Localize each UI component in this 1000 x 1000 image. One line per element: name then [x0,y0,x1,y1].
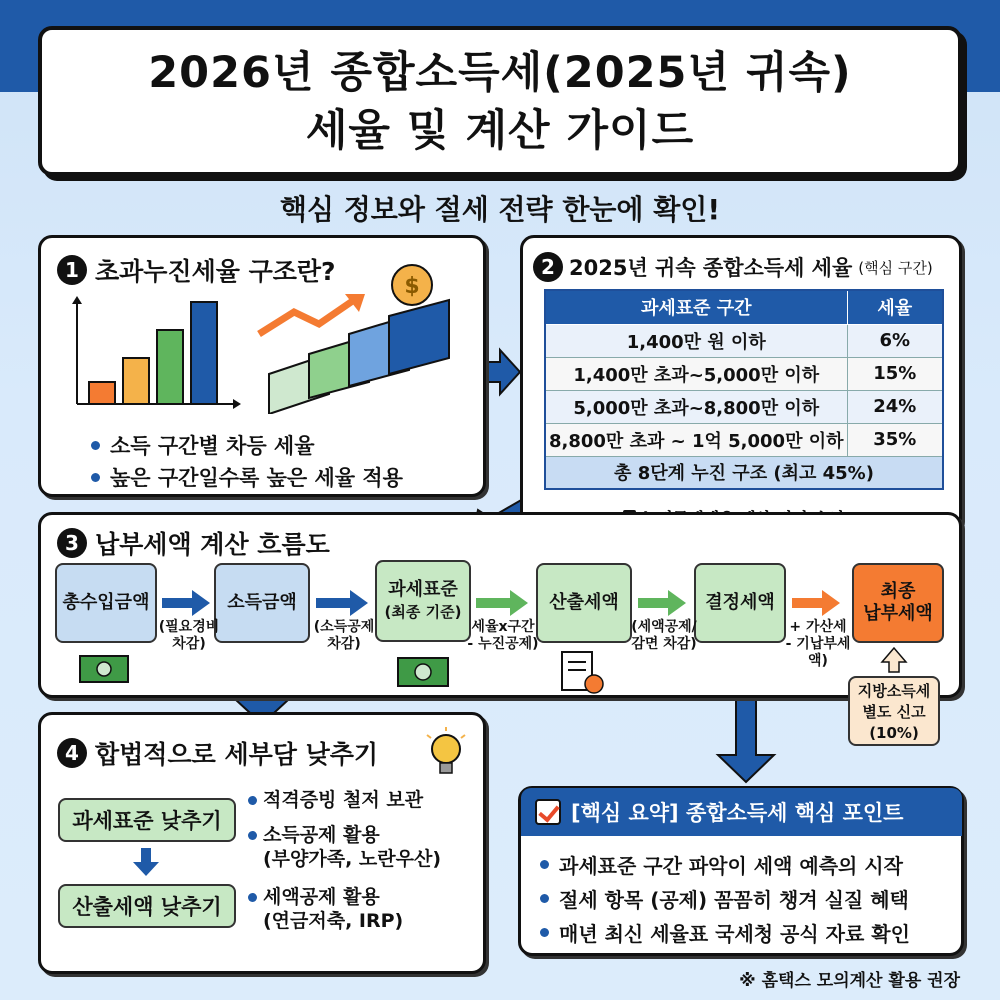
section4-title-text: 합법적으로 세부담 낮추기 [95,740,379,769]
summary-bullet-3: 매년 최신 세율표 국세청 공식 자료 확인 [540,918,910,947]
table-row: 1,400만 원 이하 6% [545,324,943,357]
tax-rate-table [544,289,944,490]
flow-caption-5: + 가산세 - 기납부세액) [785,619,851,669]
table-footer-row: 총 8단계 누진 구조 (최고 45%) [545,456,943,489]
tip-box-lower-tax-base: 과세표준 낮추기 [58,798,236,842]
flow-node-gross-income: 총수입금액 [55,563,157,643]
section2-title-text: 2025년 귀속 종합소득세 세율 [569,256,853,280]
section4-title [57,735,378,771]
section4-bullet-3: 세액공제 활용 (연금저축, IRP) [248,885,403,933]
staircase-icon [269,300,449,414]
tip-box-lower-calculated-tax: 산출세액 낮추기 [58,884,236,928]
section1-bullet-2: 높은 구간일수록 높은 세율 적용 [91,462,403,492]
progressive-tax-illustration [69,294,479,414]
growth-arrow-icon [259,294,365,334]
section4-bullet-2: 소득공제 활용 (부양가족, 노란우산) [248,823,441,871]
summary-title: [핵심 요약] 종합소득세 핵심 포인트 [571,801,904,825]
footnote: ※ 홈택스 모의계산 활용 권장 [739,971,960,991]
flow-node-income: 소득금액 [214,563,310,643]
flow-caption-4: (세액공제/ 감면 차감) [631,619,697,652]
section4-number: 4 [57,738,87,768]
section1-number: 1 [57,255,87,285]
flow-caption-1: (필요경비 차감) [158,619,220,652]
summary-bullet-1: 과세표준 구간 파악이 세액 예측의 시작 [540,850,903,879]
table-row: 5,000만 초과~8,800만 이하 24% [545,390,943,423]
section3-number: 3 [57,528,87,558]
check-icon [535,799,561,825]
subtitle: 핵심 정보와 절세 전략 한눈에 확인! [279,193,721,226]
table-row: 8,800만 초과 ~ 1억 5,000만 이하 35% [545,423,943,456]
section2-title [533,252,933,282]
section1-title-text: 초과누진세율 구조란? [95,257,336,286]
table-row: 1,400만 초과~5,000만 이하 15% [545,357,943,390]
summary-bullet-2: 절세 항목 (공제) 꼼꼼히 챙겨 실질 혜택 [540,884,909,913]
section3-title [57,525,330,561]
title-line1: 2026년 종합소득세(2025년 귀속) [148,48,852,98]
lightbulb-icon [421,725,471,785]
section4-bullet-1: 적격증빙 철저 보관 [248,788,423,812]
section3-card [38,512,962,698]
flow-node-determined-tax: 결정세액 [694,563,786,643]
flow-caption-3: 세율x구간 - 누진공제) [467,619,539,652]
flow-node-final-tax: 최종 납부세액 [852,563,944,643]
flow-node-calculated-tax: 산출세액 [536,563,632,643]
flow-node-tax-base: 과세표준 (최종 기준) [375,560,471,642]
local-tax-note: 지방소득세 별도 신고 (10%) [848,676,940,746]
section3-title-text: 납부세액 계산 흐름도 [95,530,330,559]
section1-title [57,252,336,288]
title-box [38,26,962,176]
table-header-bracket: 과세표준 구간 [545,290,847,324]
section1-bullet-1: 소득 구간별 차등 세율 [91,430,315,460]
section2-number: 2 [533,252,563,282]
flow-caption-2: (소득공제 차감) [313,619,375,652]
table-header-rate: 세율 [847,290,943,324]
bar-chart-icon [72,296,241,409]
svg-text:$: $ [404,274,420,299]
down-arrow [132,848,160,878]
coin-icon [387,260,437,310]
section2-title-note: (핵심 구간) [858,258,933,277]
summary-header [521,788,962,836]
section1-card [38,235,486,497]
title-line2: 세율 및 계산 가이드 [305,106,695,156]
